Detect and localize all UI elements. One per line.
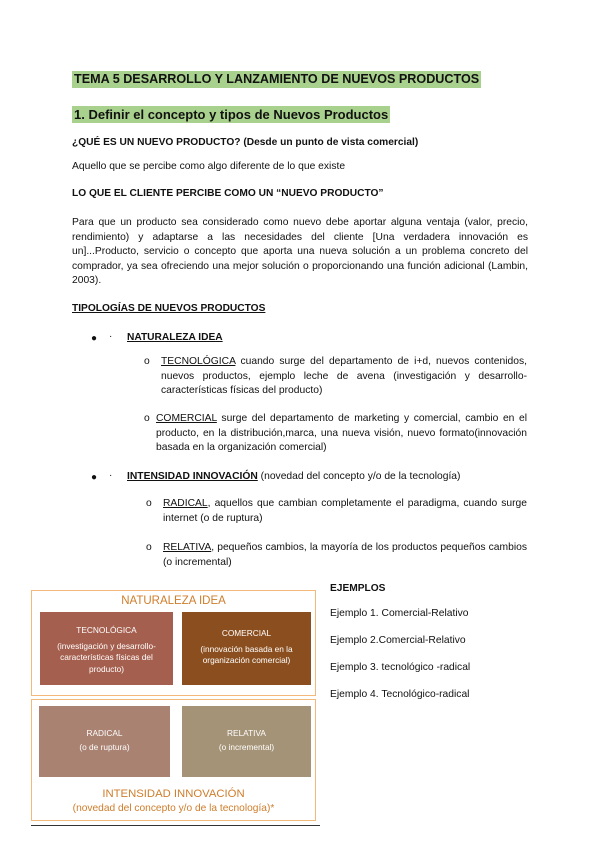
example-item: Ejemplo 1. Comercial-Relativo [330,608,469,619]
divider-line [31,825,320,826]
circle-bullet-icon: o [146,498,152,509]
bullet-icon: ● [91,472,98,483]
dot-icon: · [109,331,113,342]
intensidad-item-relativa [163,541,527,570]
example-item: Ejemplo 3. tecnológico -radical [330,662,471,673]
tile-tecnologica-desc: (investigación y desarrollo- características físicas del producto) [57,640,156,674]
naturaleza-item-comercial [156,412,527,456]
term-tecnologica: TECNOLÓGICA [161,356,236,367]
tile-radical [39,706,170,777]
dot-icon: · [109,470,113,481]
typologies-heading: TIPOLOGÍAS DE NUEVOS PRODUCTOS [72,303,266,314]
circle-bullet-icon: o [146,542,152,553]
tile-relativa-desc: (o incremental) [218,741,275,752]
comercial-text: surge del departamento de marketing y comercial, cambio en el producto, en la distribución,marca, una nueva visión, nuevo formato(innovación basada en la organización comercial) [156,413,527,454]
intensidad-item-radical [163,497,527,526]
tile-comercial-title: COMERCIAL [221,628,272,638]
tile-radical-title: RADICAL [86,728,123,738]
client-heading: LO QUE EL CLIENTE PERCIBE COMO UN “NUEVO PRODUCTO” [72,188,384,199]
definition-text: Aquello que se percibe como algo diferente de lo que existe [72,161,346,172]
radical-text: , aquellos que cambian completamente el paradigma, cuando surge internet (o de ruptura) [163,498,527,524]
tecnologica-text: cuando surge del departamento de i+d, nuevos contenidos, nuevos productos, ejemplo leche de avena (investigación y desarrollo- características físicas del producto) [161,356,527,397]
page-title: TEMA 5 DESARROLLO Y LANZAMIENTO DE NUEVOS PRODUCTOS [74,72,480,86]
intensidad-diagram-box [31,699,316,821]
term-relativa: RELATIVA [163,542,212,553]
relativa-text: , pequeños cambios, la mayoría de los productos pequeños cambios (o incremental) [163,542,527,568]
naturaleza-label: NATURALEZA IDEA [127,332,223,343]
diagram-top-title: NATURALEZA IDEA [121,595,226,607]
intensidad-note: (novedad del concepto y/o de la tecnología) [257,471,461,482]
diagram-bottom-subtitle: (novedad del concepto y/o de la tecnología)* [72,803,275,814]
diagram-bottom-title: INTENSIDAD INNOVACIÓN [102,788,245,800]
tile-tecnologica [40,612,173,685]
bullet-icon: ● [91,333,98,344]
tile-relativa [182,706,311,777]
example-item: Ejemplo 4. Tecnológico-radical [330,689,470,700]
tile-radical-desc: (o de ruptura) [79,741,130,752]
example-item: Ejemplo 2.Comercial-Relativo [330,635,466,646]
question-heading: ¿QUÉ ES UN NUEVO PRODUCTO? (Desde un punto de vista comercial) [72,137,419,148]
tile-tecnologica-title: TECNOLÓGICA [76,625,137,635]
section-heading: 1. Definir el concepto y tipos de Nuevos Productos [74,107,389,122]
circle-bullet-icon: o [144,413,150,424]
examples-heading: EJEMPLOS [330,583,386,594]
naturaleza-item-tecnologica [161,355,527,399]
tile-comercial-desc: (innovación basada en la organización comercial) [200,643,293,665]
circle-bullet-icon: o [144,356,150,367]
term-radical: RADICAL [163,498,208,509]
term-comercial: COMERCIAL [156,413,217,424]
tile-relativa-title: RELATIVA [227,728,266,738]
naturaleza-diagram-box [31,590,316,696]
intensidad-label: INTENSIDAD INNOVACIÓN [127,471,258,482]
intensidad-line [127,470,460,485]
client-paragraph: Para que un producto sea considerado como nuevo debe aportar alguna ventaja (valor, precio, rendimiento) y adaptarse a las necesidades del cliente [Una verdadera innovación es un]...Producto, servicio o concepto que aporta una nueva solución a un problema concreto del comprador, ya sea ofreciendo una mejor solución o proporcionando una función adicional (Lambin, 2003). [72,217,528,287]
tile-comercial [182,612,311,685]
